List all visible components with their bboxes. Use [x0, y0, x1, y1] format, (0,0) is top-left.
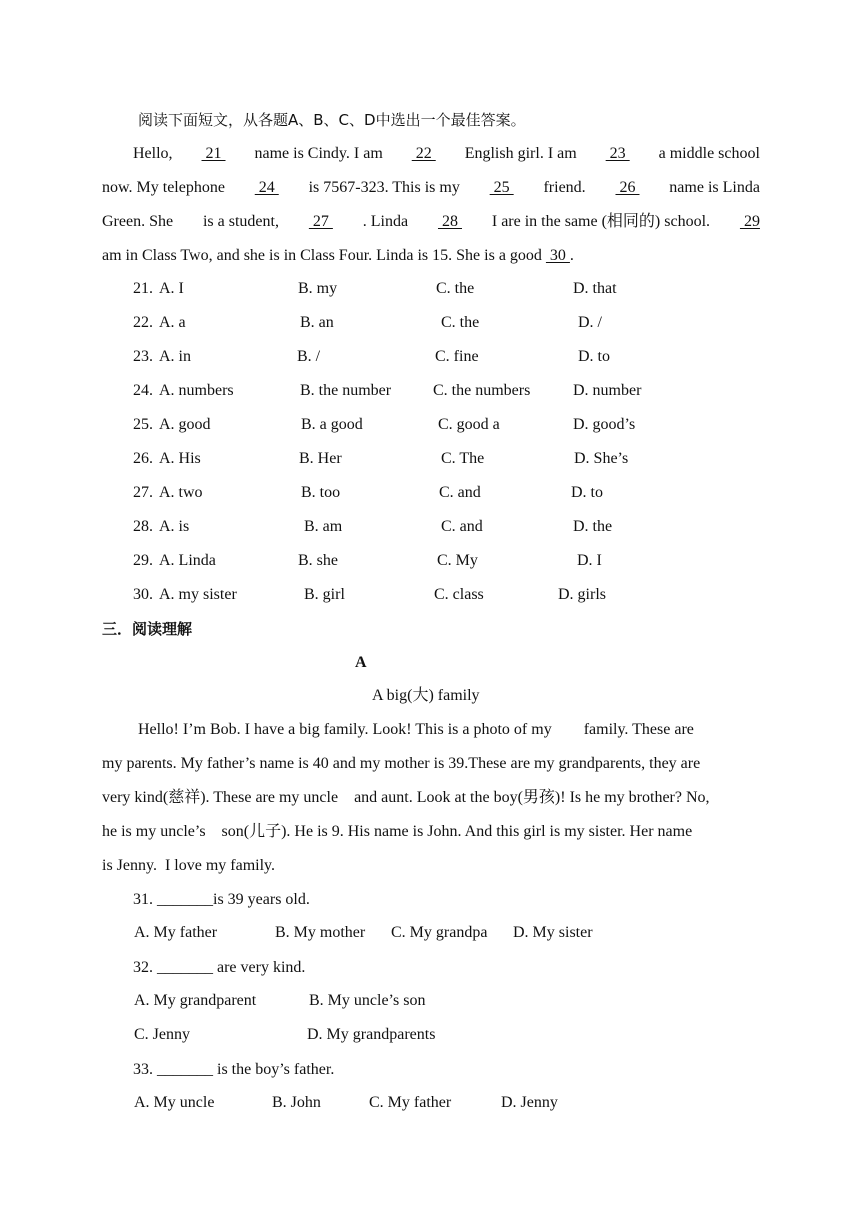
cloze-line-3: Green. She is a student, 27 . Linda 28 I are in the same (相同的) school. 29: [102, 213, 760, 230]
question-32: 32. _______ are very kind.: [133, 959, 306, 976]
option-b[interactable]: B. a good: [301, 416, 363, 433]
option-c[interactable]: C. the numbers: [433, 382, 531, 399]
passage-title: A big(大) family: [372, 687, 480, 704]
option-c[interactable]: C. The: [441, 450, 485, 467]
option-b[interactable]: B. My mother: [275, 924, 366, 941]
option-a[interactable]: A. Linda: [159, 552, 216, 569]
option-b[interactable]: B. the number: [300, 382, 392, 399]
option-b[interactable]: B. my: [298, 280, 338, 297]
option-c[interactable]: C. My grandpa: [391, 924, 488, 941]
passage-line: Hello! I’m Bob. I have a big family. Look! This is a photo of my family. These are: [138, 721, 694, 738]
option-a[interactable]: A. numbers: [159, 382, 234, 399]
option-c[interactable]: C. class: [434, 586, 484, 603]
blank-21: 21: [201, 145, 226, 162]
option-d[interactable]: D. My sister: [513, 924, 593, 941]
option-d[interactable]: D. to: [571, 484, 603, 501]
option-c[interactable]: C. fine: [435, 348, 479, 365]
option-b[interactable]: B. an: [300, 314, 334, 331]
cloze-line-4: am in Class Two, and she is in Class Four. Linda is 15. She is a good 30 .: [102, 247, 574, 264]
option-b[interactable]: B. /: [297, 348, 321, 365]
option-d[interactable]: D. that: [573, 280, 617, 297]
option-c[interactable]: C. Jenny: [134, 1026, 190, 1043]
option-d[interactable]: D. girls: [558, 586, 606, 603]
option-d[interactable]: D. I: [577, 552, 602, 569]
option-a[interactable]: A. in: [159, 348, 191, 365]
option-b[interactable]: B. My uncle’s son: [309, 992, 426, 1009]
option-c[interactable]: C. and: [439, 484, 481, 501]
option-a[interactable]: A. a: [159, 314, 186, 331]
question-row: 29. A. Linda B. she C. My D. I: [133, 552, 602, 569]
option-c[interactable]: C. and: [441, 518, 483, 535]
option-d[interactable]: D. to: [578, 348, 610, 365]
option-a[interactable]: A. I: [159, 280, 184, 297]
option-d[interactable]: D. number: [573, 382, 642, 399]
option-a[interactable]: A. My uncle: [134, 1094, 215, 1111]
option-b[interactable]: B. girl: [304, 586, 345, 603]
blank-28: 28: [437, 213, 462, 230]
blank-22: 22: [411, 145, 436, 162]
option-b[interactable]: B. Her: [299, 450, 342, 467]
option-b[interactable]: B. John: [272, 1094, 321, 1111]
option-c[interactable]: C. My: [437, 552, 478, 569]
option-a[interactable]: A. two: [159, 484, 203, 501]
question-row: 30. A. my sister B. girl C. class D. girls: [133, 586, 606, 603]
cloze-line-2: now. My telephone 24 is 7567-323. This is my 25 friend. 26 name is Linda: [102, 179, 760, 196]
option-c[interactable]: C. the: [441, 314, 480, 331]
question-row: 27. A. two B. too C. and D. to: [133, 484, 603, 501]
question-row: 26. A. His B. Her C. The D. She’s: [133, 450, 629, 467]
blank-27: 27: [308, 213, 333, 230]
passage-label: A: [355, 654, 367, 671]
instruction-text: 阅读下面短文，从各题A、B、C、D中选出一个最佳答案。: [138, 111, 526, 129]
option-d[interactable]: D. /: [578, 314, 602, 331]
passage-line: is Jenny. I love my family.: [102, 857, 276, 874]
option-b[interactable]: B. am: [304, 518, 343, 535]
blank-24: 24: [254, 179, 279, 196]
blank-23: 23: [605, 145, 630, 162]
blank-29: 29: [739, 213, 760, 230]
question-row: 28. A. is B. am C. and D. the: [133, 518, 613, 535]
option-c[interactable]: C. My father: [369, 1094, 452, 1111]
option-d[interactable]: D. good’s: [573, 416, 636, 433]
option-d[interactable]: D. My grandparents: [307, 1026, 436, 1043]
passage-line: my parents. My father’s name is 40 and my mother is 39.These are my grandparents, they are: [102, 755, 701, 772]
option-a[interactable]: A. my sister: [159, 586, 237, 603]
blank-26: 26: [615, 179, 640, 196]
blank-25: 25: [489, 179, 514, 196]
option-b[interactable]: B. she: [298, 552, 338, 569]
cloze-line-1: Hello, 21 name is Cindy. I am 22 English girl. I am 23 a middle school: [133, 145, 760, 162]
section-heading: 三．阅读理解: [102, 620, 193, 638]
option-d[interactable]: D. the: [573, 518, 613, 535]
option-a[interactable]: A. His: [159, 450, 201, 467]
option-d[interactable]: D. Jenny: [501, 1094, 558, 1111]
option-c[interactable]: C. good a: [438, 416, 500, 433]
option-b[interactable]: B. too: [301, 484, 341, 501]
passage-line: he is my uncle’s son(儿子). He is 9. His name is John. And this girl is my sister. Her name: [102, 823, 693, 840]
blank-30: 30: [545, 247, 570, 264]
question-31: 31. _______is 39 years old.: [133, 891, 310, 908]
option-a[interactable]: A. My father: [134, 924, 218, 941]
question-row: 23. A. in B. / C. fine D. to: [133, 348, 610, 365]
question-row: 25. A. good B. a good C. good a D. good’s: [133, 416, 636, 433]
option-c[interactable]: C. the: [436, 280, 475, 297]
question-row: 24. A. numbers B. the number C. the numbers D. number: [133, 382, 642, 399]
question-row: 22. A. a B. an C. the D. /: [133, 314, 602, 331]
option-a[interactable]: A. is: [159, 518, 190, 535]
question-33: 33. _______ is the boy’s father.: [133, 1061, 335, 1078]
option-a[interactable]: A. good: [159, 416, 211, 433]
passage-line: very kind(慈祥). These are my uncle and aunt. Look at the boy(男孩)! Is he my brother? No,: [102, 789, 710, 806]
option-d[interactable]: D. She’s: [574, 450, 629, 467]
question-row: 21. A. I B. my C. the D. that: [133, 280, 617, 297]
option-a[interactable]: A. My grandparent: [134, 992, 257, 1009]
